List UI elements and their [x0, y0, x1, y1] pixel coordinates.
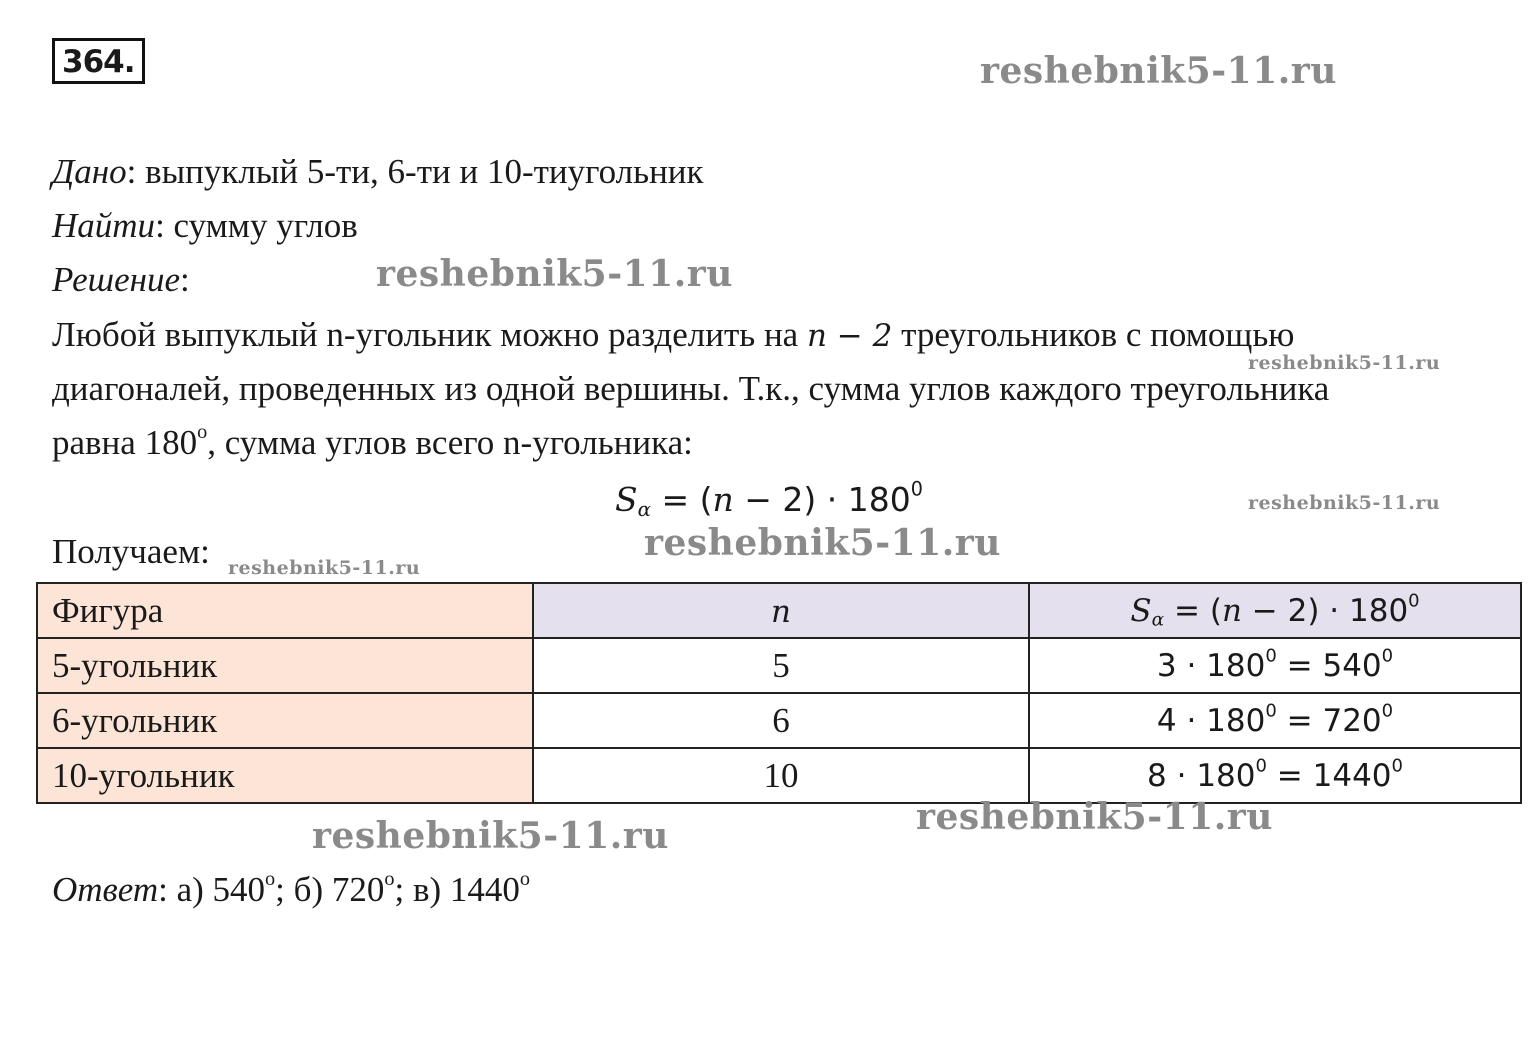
- table-row: [37, 638, 1521, 693]
- header-formula-sup: 0: [1408, 590, 1420, 612]
- header-formula-mid: = (: [1164, 592, 1222, 629]
- watermark: reshebnik5-11.ru: [376, 253, 733, 295]
- row-sum-lhs-sup: 0: [1265, 645, 1277, 667]
- row-sum-rhs: = 1440: [1266, 757, 1392, 794]
- find-line: [52, 206, 358, 246]
- find-label: Найти: [52, 206, 156, 245]
- header-n-text: n: [771, 593, 791, 630]
- answer-a: : а) 540: [158, 870, 266, 909]
- header-n: [533, 583, 1029, 638]
- given-label: Дано: [52, 152, 127, 191]
- formula-rest: − 2) · 180: [733, 480, 911, 519]
- math-n-minus-2: n − 2: [806, 318, 893, 354]
- results-table: [36, 582, 1522, 804]
- row-sum-lhs: 4 · 180: [1156, 702, 1266, 739]
- row-sum-rhs-sup: 0: [1381, 700, 1394, 722]
- row-sum-lhs-sup: 0: [1265, 700, 1277, 722]
- body-line-1-start: Любой выпуклый n-угольник можно разделить на: [52, 315, 807, 354]
- find-text: : сумму углов: [155, 206, 358, 245]
- formula-sup: 0: [910, 477, 923, 501]
- row-sum: [1029, 748, 1521, 803]
- row-n: 10: [533, 748, 1029, 803]
- answer-line: [52, 867, 531, 910]
- given-text: : выпуклый 5-ти, 6-ти и 10-тиугольник: [126, 152, 704, 191]
- header-formula-s: S: [1130, 592, 1152, 629]
- row-sum-lhs: 8 · 180: [1147, 757, 1256, 794]
- row-n: 6: [533, 693, 1029, 748]
- formula-n: n: [712, 480, 734, 519]
- watermark: reshebnik5-11.ru: [1248, 492, 1441, 514]
- body-line-3-start: равна 180: [52, 423, 198, 462]
- row-figure: 5-угольник: [37, 638, 533, 693]
- watermark: reshebnik5-11.ru: [644, 522, 1001, 564]
- body-line-1-end: треугольников с помощью: [892, 315, 1295, 354]
- body-line-3: [52, 420, 693, 463]
- formula-sub: α: [637, 497, 651, 521]
- body-line-1: [52, 315, 1294, 356]
- sum-formula: [615, 478, 923, 522]
- formula-mid: = (: [650, 480, 713, 519]
- watermark: reshebnik5-11.ru: [1248, 352, 1441, 374]
- answer-c: ; в) 1440: [394, 870, 520, 909]
- header-figure: Фигура: [37, 583, 533, 638]
- formula-s: S: [615, 480, 638, 519]
- answer-label: Ответ: [52, 870, 159, 909]
- answer-a-degree: о: [265, 867, 276, 890]
- given-line: [52, 152, 704, 192]
- degree-mark: о: [197, 420, 208, 443]
- table-header-row: [37, 583, 1521, 638]
- body-line-3-end: , сумма углов всего n-угольника:: [207, 423, 693, 462]
- watermark: reshebnik5-11.ru: [228, 557, 421, 579]
- solution-text: :: [180, 260, 190, 299]
- row-figure: 10-угольник: [37, 748, 533, 803]
- body-line-2: диагоналей, проведенных из одной вершины. Т.к., сумма углов каждого треугольника: [52, 369, 1330, 408]
- row-sum-rhs-sup: 0: [1381, 645, 1394, 667]
- row-sum-lhs-sup: 0: [1255, 755, 1267, 777]
- watermark: reshebnik5-11.ru: [916, 796, 1273, 838]
- row-sum-rhs-sup: 0: [1391, 755, 1403, 777]
- header-formula-sub: α: [1151, 609, 1165, 631]
- row-sum-rhs: = 540: [1276, 647, 1382, 684]
- answer-b: ; б) 720: [275, 870, 385, 909]
- table-row: [37, 693, 1521, 748]
- result-intro: Получаем:: [52, 532, 210, 571]
- problem-number: 364.: [52, 38, 145, 84]
- answer-b-degree: о: [384, 867, 395, 890]
- header-formula-n: n: [1221, 592, 1242, 629]
- header-formula-rest: − 2) · 180: [1241, 592, 1409, 629]
- header-formula: [1029, 583, 1521, 638]
- row-sum: [1029, 693, 1521, 748]
- solution-line: [52, 260, 190, 300]
- row-figure: 6-угольник: [37, 693, 533, 748]
- answer-c-degree: о: [519, 867, 531, 890]
- watermark: reshebnik5-11.ru: [980, 50, 1337, 92]
- body-line-1-math: [807, 318, 892, 354]
- row-sum-rhs: = 720: [1276, 702, 1382, 739]
- table-row: [37, 748, 1521, 803]
- row-n: 5: [533, 638, 1029, 693]
- row-sum-lhs: 3 · 180: [1156, 647, 1266, 684]
- solution-label: Решение: [52, 260, 181, 299]
- row-sum: [1029, 638, 1521, 693]
- watermark: reshebnik5-11.ru: [312, 815, 669, 857]
